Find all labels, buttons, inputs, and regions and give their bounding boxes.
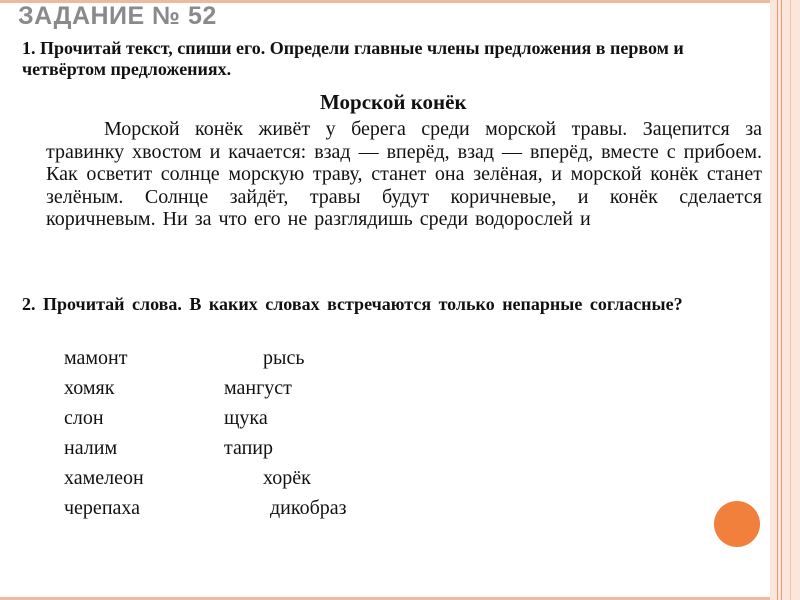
word-left: слон: [64, 407, 104, 429]
task-1-instructions: 1. Прочитай текст, спиши его. Определи главные члены предложения в первом и четвёртом предложениях.: [22, 38, 684, 79]
word-left: налим: [64, 437, 118, 459]
word-right: хорёк: [263, 467, 311, 489]
word-left: черепаха: [64, 497, 141, 519]
word-right: тапир: [224, 437, 274, 459]
decorative-circle: [714, 501, 760, 547]
word-right: щука: [224, 407, 268, 429]
word-right: мангуст: [224, 377, 292, 399]
word-right: дикобраз: [270, 497, 347, 519]
word-left: мамонт: [64, 347, 128, 369]
frame-line: [790, 0, 791, 600]
word-left: хомяк: [64, 377, 115, 399]
frame-right-band: [770, 0, 800, 600]
task-2-instructions: 2. Прочитай слова. В каких словах встречаются только непарные согласные?: [22, 294, 683, 314]
frame-line: [777, 0, 778, 600]
story-paragraph: Морской конёк живёт у берега среди морской травы. Зацепится за травинку хвостом и качается: взад — вперёд, взад — вперёд, вместе с прибоем. Как осветит солнце морскую траву, станет она зелёная, и морской конёк станет зелёным. Солнце зайдёт, травы будут коричневые, и конёк сделается коричневым. Ни за что его не разглядишь среди водорослей и: [46, 118, 762, 230]
story-title: Морской конёк: [320, 90, 467, 114]
word-left: хамелеон: [64, 467, 144, 489]
word-right: рысь: [263, 347, 305, 369]
frame-line: [781, 0, 782, 600]
slide-title: ЗАДАНИЕ № 52: [18, 2, 217, 30]
